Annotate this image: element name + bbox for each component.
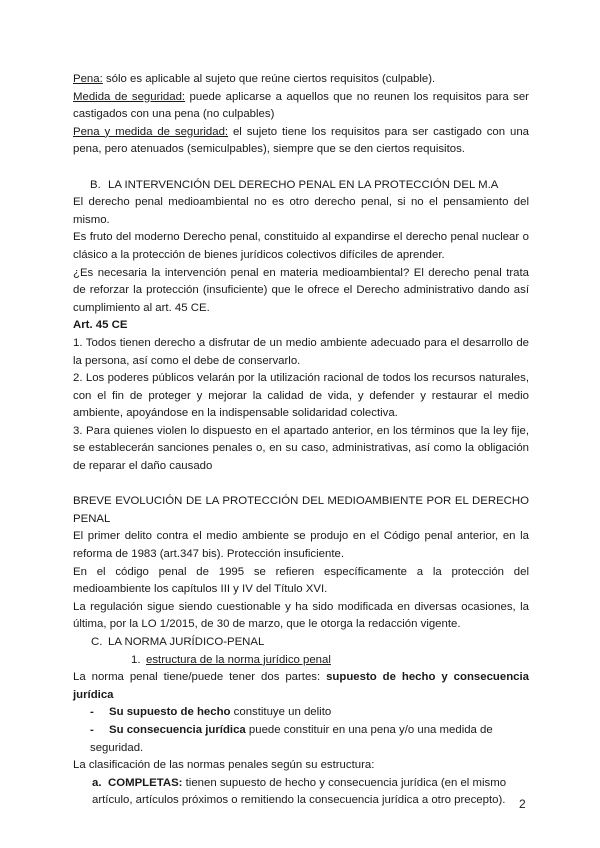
section-b-title: LA INTERVENCIÓN DEL DERECHO PENAL EN LA PROTECCIÓN DEL M.A [108,178,499,191]
subsection-c1-label: 1. [131,653,141,666]
pena-medida-text: el sujeto tiene los requisitos para ser castigado con una pena, pero atenuados (semiculpables), siempre que se den ciertos requisitos. [73,125,529,156]
section-c-label: C. [91,636,103,648]
evolucion-p3: La regulación sigue siendo cuestionable y ha sido modificada en diversas ocasiones, la última, por la LO 1/2015, de 30 de marzo, que le otorga la redacción vigente. [73,600,529,631]
clasificacion-intro: La clasificación de las normas penales según su estructura: [73,759,375,772]
list-item-completas-cont [73,792,529,810]
list-item-supuesto-bold: Su supuesto de hecho [109,706,231,719]
list-item-consecuencia [73,722,529,757]
completas-text-1: tienen supuesto de hecho y consecuencia jurídica (en el mismo [182,776,507,789]
section-c-heading [73,634,529,652]
evolucion-p1: El primer delito contra el medio ambiente se produjo en el Código penal anterior, en la reforma de 1983 (art.347 bis). Protección insuficiente. [73,530,529,561]
art-45-item-1: 1. Todos tienen derecho a disfrutar de un medio ambiente adecuado para el desarrollo de la persona, así como el debe de conservarlo. [73,336,529,367]
section-b-p3: ¿Es necesaria la intervención penal en materia medioambiental? El derecho penal trata de reforzar la protección (insuficiente) que le ofrece el Derecho administrativo dando así cumplimiento al art. 45 CE. [73,266,529,314]
pena-paragraph [73,71,529,89]
pena-text: sólo es aplicable al sujeto que reúne ciertos requisitos (culpable). [102,73,436,85]
list-item-supuesto-text: constituye un delito [230,706,332,719]
evolucion-heading: BREVE EVOLUCIÓN DE LA PROTECCIÓN DEL MEDIOAMBIENTE POR EL DERECHO PENAL [73,495,529,525]
subsection-c1-heading [73,652,529,670]
medida-label: Medida de seguridad: [73,90,186,103]
section-b-heading [73,177,529,195]
completas-bold: COMPLETAS: [108,776,183,789]
art-45-title: Art. 45 CE [73,319,128,332]
norma-intro [73,669,529,704]
evolucion-p2: En el código penal de 1995 se refieren específicamente a la protección del medioambiente los capítulos III y IV del Título XVI. [73,565,529,596]
dash-bullet: - [90,706,94,719]
dash-bullet: - [90,723,94,736]
list-item-consecuencia-bold: Su consecuencia jurídica [109,723,246,736]
list-item-completas [73,775,529,793]
medida-text: puede aplicarse a aquellos que no reunen los requisitos para ser castigados con una pena (no culpables) [73,90,529,121]
section-b-p1: El derecho penal medioambiental no es otro derecho penal, si no el pensamiento del mismo. [73,196,529,226]
art-45-item-2: 2. Los poderes públicos velarán por la utilización racional de todos los recursos naturales, con el fin de proteger y mejorar la calidad de vida, y defender y restaurar el medio ambiente, apoyándose en la indispensable solidaridad colectiva. [73,372,529,420]
list-item-supuesto [73,704,529,722]
norma-intro-text: La norma penal tiene/puede tener dos partes: [73,671,327,684]
page-content [73,71,529,810]
norma-intro-bold: supuesto de hecho y consecuencia jurídica [73,671,529,701]
page-number: 2 [519,797,526,811]
subsection-c1-title: estructura de la norma jurídico penal [146,653,331,666]
medida-paragraph [73,89,529,124]
art-45-item-3: 3. Para quienes violen lo dispuesto en el apartado anterior, en los términos que la ley fije, se establecerán sanciones penales o, en su caso, administrativas, así como la obligación de reparar el daño causado [73,424,529,473]
section-c-title: LA NORMA JURÍDICO-PENAL [108,636,265,648]
completas-text-2: artículo, artículos próximos o remitiendo la consecuencia jurídica a otro precepto). [92,794,506,807]
pena-label: Pena: [73,73,103,85]
pena-medida-label: Pena y medida de seguridad: [73,125,229,138]
list-item-consecuencia-text: puede constituir en una pena y/o una medida de seguridad. [90,723,493,754]
section-b-p2: Es fruto del moderno Derecho penal, constituido al expandirse el derecho penal nuclear o clásico a la protección de bienes jurídicos colectivos difíciles de aprender. [73,231,529,261]
alpha-label: a. [92,776,102,789]
pena-medida-paragraph [73,124,529,159]
section-b-label: B. [90,178,101,191]
